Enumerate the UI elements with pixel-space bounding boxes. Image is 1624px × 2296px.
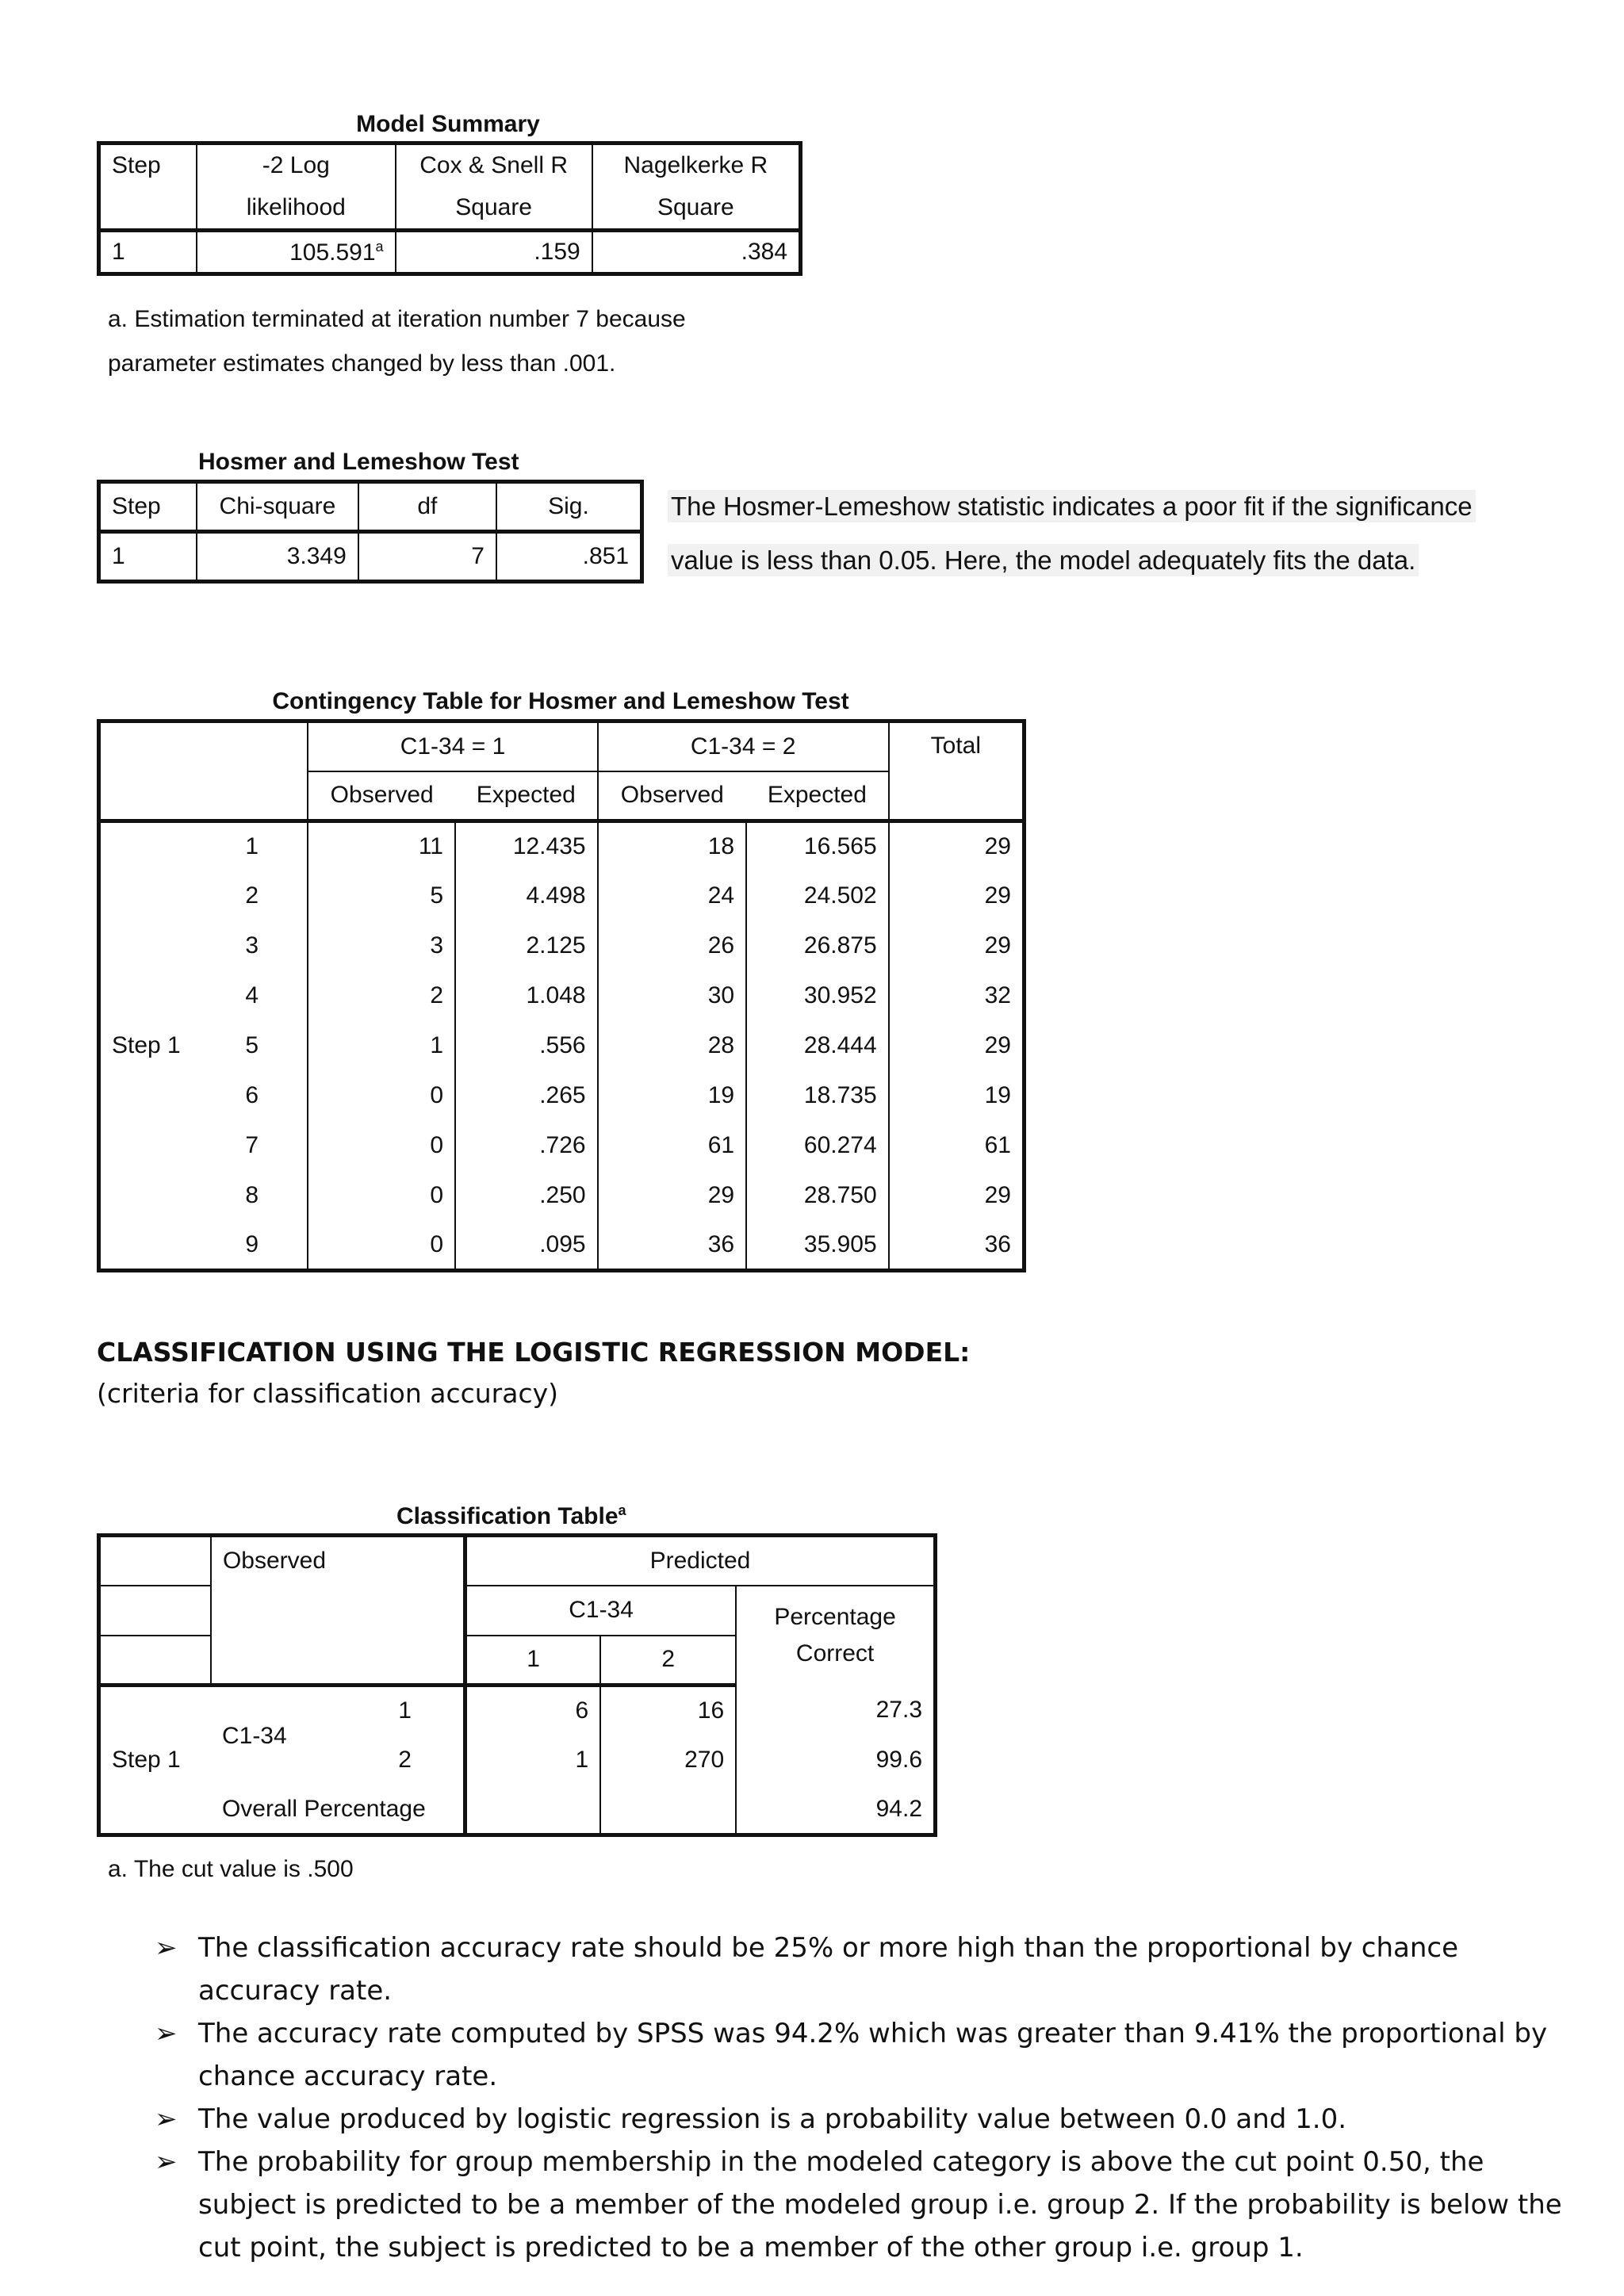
row-loglik: 105.591$^a$ (197, 231, 396, 274)
col-nagelkerke-header: Nagelkerke R (592, 144, 801, 187)
contingency-group2-header: C1-34 = 2 (598, 721, 889, 771)
hosmer-row-sig: .851 (496, 532, 642, 582)
hosmer-row-chi: 3.349 (197, 532, 358, 582)
contingency-total-header: Total (889, 721, 1025, 821)
arrow-bullet-icon: ➢ (155, 2103, 178, 2135)
arrow-bullet-icon: ➢ (155, 2146, 178, 2178)
table-row: 2 5 4.498 24 24.502 29 (99, 871, 1025, 921)
table-row: Step 1 1 11 12.435 18 16.565 29 (99, 821, 1025, 871)
list-item: ➢ The accuracy rate computed by SPSS was 94.2% which was greater than 9.41% the proportional by chance accuracy rate. (155, 2012, 1582, 2098)
contingency-observed-2: Observed (598, 771, 747, 821)
col-cox-header: Cox & Snell R (396, 144, 592, 187)
table-row: 5 1 .556 28 28.444 29 (99, 1021, 1025, 1071)
classification-heading: CLASSIFICATION USING THE LOGISTIC REGRESSION MODEL: (criteria for classification accuracy) (97, 1337, 971, 1409)
table-row (99, 1785, 936, 1835)
hosmer-col-step: Step (99, 482, 197, 532)
list-item: ➢ The value produced by logistic regression is a probability value between 0.0 and 1.0. (155, 2098, 1582, 2141)
table-row: 3 3 2.125 26 26.875 29 (99, 921, 1025, 971)
col-cox-header-line2: Square (396, 187, 592, 231)
list-item: ➢ The probability for group membership in the modeled category is above the cut point 0.50, the subject is predicted to be a member of the modeled group i.e. group 2. If the probability is below the cut point, the subject is predicted to be a member of the other group i.e. group 1. (155, 2141, 1582, 2269)
table-row: 9 0 .095 36 35.905 36 (99, 1221, 1025, 1271)
table-row: 4 2 1.048 30 30.952 32 (99, 971, 1025, 1021)
classification-row-var: C1-34 (221, 1722, 287, 1749)
contingency-expected-2: Expected (746, 771, 889, 821)
classification-predicted-header: Predicted (465, 1536, 935, 1586)
col-nagelkerke-header-line2: Square (592, 187, 801, 231)
list-item: ➢ The classification accuracy rate should be 25% or more high than the proportional by chance accuracy rate. (155, 1927, 1582, 2012)
classification-overall-pct: 94.2 (736, 1785, 935, 1835)
row-nagelkerke: .384 (592, 231, 801, 274)
table-row: Step 1 C1-34 1 6 16 27.3 (99, 1686, 936, 1735)
row-cox: .159 (396, 231, 592, 274)
classification-footnote: a. The cut value is .500 (108, 1856, 354, 1882)
table-row: 2 1 270 99.6 (99, 1735, 936, 1785)
table-row: 8 0 .250 29 28.750 29 (99, 1171, 1025, 1221)
table-row: 7 0 .726 61 60.274 61 (99, 1121, 1025, 1171)
contingency-caption: Contingency Table for Hosmer and Lemeshow Test (272, 688, 849, 714)
classification-observed-header: Observed (211, 1536, 465, 1586)
bullet-list (155, 1927, 1582, 2269)
hosmer-col-chi: Chi-square (197, 482, 358, 532)
arrow-bullet-icon: ➢ (155, 2018, 178, 2049)
classification-caption: Classification Table$^a$ (396, 1502, 626, 1529)
model-summary-footnote: a. Estimation terminated at iteration number 7 because parameter estimates changed by less than .001. (108, 306, 686, 377)
contingency-observed-1: Observed (308, 771, 455, 821)
col-step-header: Step (99, 144, 197, 187)
classification-pct-header: Percentage Correct (736, 1586, 935, 1686)
contingency-step-label: Step 1 (99, 821, 197, 1271)
classification-overall-label: Overall Percentage (211, 1785, 465, 1835)
classification-var-header: C1-34 (465, 1586, 736, 1636)
classification-col-1: 1 (465, 1636, 600, 1686)
model-summary-caption: Model Summary (356, 111, 540, 137)
hosmer-row-step: 1 (99, 532, 197, 582)
hosmer-col-df: df (358, 482, 496, 532)
col-loglik-header: -2 Log (197, 144, 396, 187)
row-step: 1 (99, 231, 197, 274)
arrow-bullet-icon: ➢ (155, 1932, 178, 1964)
classification-col-2: 2 (600, 1636, 736, 1686)
col-loglik-header-line2: likelihood (197, 187, 396, 231)
hosmer-interpretation: The Hosmer-Lemeshow statistic indicates a poor fit if the significance value is less than 0.05. Here, the model adequately fits the data. (668, 492, 1603, 576)
hosmer-caption: Hosmer and Lemeshow Test (198, 449, 519, 475)
contingency-group1-header: C1-34 = 1 (308, 721, 597, 771)
hosmer-col-sig: Sig. (496, 482, 642, 532)
model-summary-table (97, 141, 802, 276)
contingency-expected-1: Expected (455, 771, 598, 821)
hosmer-table (97, 480, 644, 584)
table-row: 6 0 .265 19 18.735 19 (99, 1071, 1025, 1121)
classification-table (97, 1533, 937, 1837)
classification-step-label: Step 1 (112, 1747, 181, 1773)
hosmer-row-df: 7 (358, 532, 496, 582)
contingency-table (97, 719, 1026, 1272)
